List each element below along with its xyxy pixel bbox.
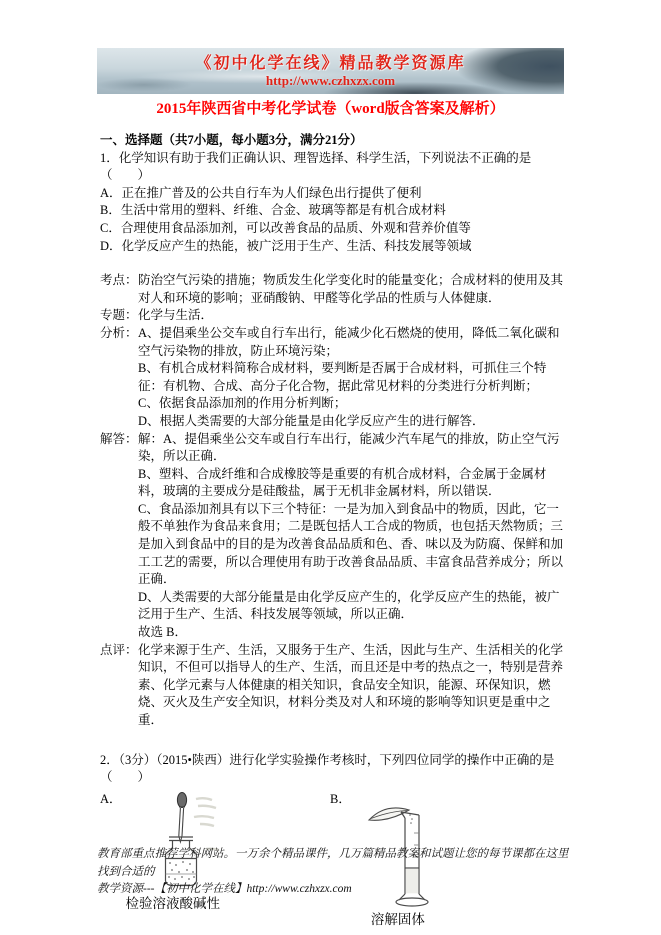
dianping-text: 化学来源于生产、生活，又服务于生产、生活，因此与生产、生活相关的化学知识，不但可以指导人的生产、生活，而且还是中考的热点之一，特别是营养素、化学元素与人体健康的相关知识，食品安全知识，能源、环保知识，燃烧、灭火及生产安全知识，材料分类及对人和环境的影响等知识更是重中之重． (138, 642, 564, 727)
question-2 (100, 752, 564, 928)
banner-site-name: 《初中化学在线》精品教学资源库 (195, 54, 466, 72)
question-1-option-c: C．合理使用食品添加剂，可以改善食品的品质、外观和营养价值等 (100, 220, 471, 235)
option-b-caption: 溶解固体 (370, 911, 425, 927)
zhuanti-row (100, 307, 564, 325)
fenxi-paragraph: A、提倡乘坐公交车或自行车出行，能减少化石燃烧的使用，降低二氧化碳和空气污染物的排放，防止环境污染； (138, 325, 560, 358)
fenxi-label: 分析： (100, 325, 138, 340)
question-1-stem: 1．化学知识有助于我们正确认识、理智选择、科学生活，下列说法不正确的是（ ） (100, 150, 532, 183)
page-title: 2015年陕西省中考化学试卷（word版含答案及解析） (156, 101, 505, 117)
page-footer (97, 846, 579, 899)
question-1-option-d: D．化学反应产生的热能，被广泛用于生产、生活、科技发展等领域 (100, 238, 472, 253)
jieda-answer-line: 故选 B． (138, 625, 187, 640)
kaodian-label: 考点： (100, 273, 138, 288)
jieda-paragraph: C、食品添加剂具有以下三个特征：一是为加入到食品中的物质，因此，它一般不单独作为食品来食用；二是既包括人工合成的物质，也包括天然物质；三是加入到食品中的目的是为改善食品品质和色、香、味以及为防腐、保鲜和加工工艺的需要，所以合理使用有助于改善食品品质、丰富食品营养成分；所以正确． (138, 501, 564, 587)
fenxi-paragraph: C、依据食品添加剂的作用分析判断； (138, 396, 347, 411)
fenxi-row (100, 325, 564, 431)
dianping-row (100, 642, 564, 730)
jieda-label: 解答： (100, 431, 138, 446)
site-banner[interactable] (97, 48, 564, 94)
footer-line: 教育部重点推荐学科网站。一万余个精品课件，几万篇精品教案和试题让您的每节课都在这里找到合适的 (97, 848, 569, 878)
footer-line: 教学资源---【初中化学在线】http://www.czhxzx.com (97, 883, 352, 895)
document-body (100, 132, 564, 928)
option-a-label: A． (100, 791, 122, 806)
jieda-paragraph: 解：A、提倡乘坐公交车或自行车出行，能减少汽车尾气的排放，防止空气污染，所以正确． (138, 431, 560, 464)
kaodian-text: 防治空气污染的措施；物质发生化学变化时的能量变化；合成材料的使用及其对人和环境的影响；亚硝酸钠、甲醛等化学品的性质与人体健康． (138, 273, 564, 305)
fenxi-paragraph: B、有机合成材料简称合成材料，要判断是否属于合成材料，可抓住三个特征：有机物、合成、高分子化合物，据此常见材料的分类进行分析判断； (138, 361, 547, 393)
question-2-stem: 2．（3分）（2015•陕西）进行化学实验操作考核时，下列四位同学的操作中正确的是（ ） (100, 752, 555, 785)
question-1-option-b: B．生活中常用的塑料、纤维、合金、玻璃等都是有机合成材料 (100, 203, 446, 218)
banner-site-url: http://www.czhxzx.com (265, 72, 396, 88)
jieda-paragraph: B、塑料、合成纤维和合成橡胶等是重要的有机合成材料，合金属于金属材料，玻璃的主要成分是硅酸盐，属于无机非金属材料，所以错误． (138, 466, 547, 499)
zhuanti-label: 专题： (100, 308, 138, 323)
question-1-option-a: A．正在推广普及的公共自行车为人们绿色出行提供了便利 (100, 185, 422, 200)
dianping-label: 点评： (100, 642, 138, 657)
fenxi-paragraph: D、根据人类需要的大部分能量是由化学反应产生的进行解答． (138, 413, 485, 428)
kaodian-row (100, 272, 564, 307)
jieda-paragraph: D、人类需要的大部分能量是由化学反应产生的，化学反应产生的热能，被广泛用于生产、生活、科技发展等领域，所以正确． (138, 589, 560, 622)
section-heading: 一、选择题（共7小题，每小题3分，满分21分） (100, 133, 363, 147)
zhuanti-text: 化学与生活． (138, 308, 214, 323)
jieda-row (100, 431, 564, 642)
explanation-block (100, 272, 564, 729)
option-a-caption: 检验溶液酸碱性 (125, 895, 221, 911)
option-b-label: B． (330, 791, 351, 806)
